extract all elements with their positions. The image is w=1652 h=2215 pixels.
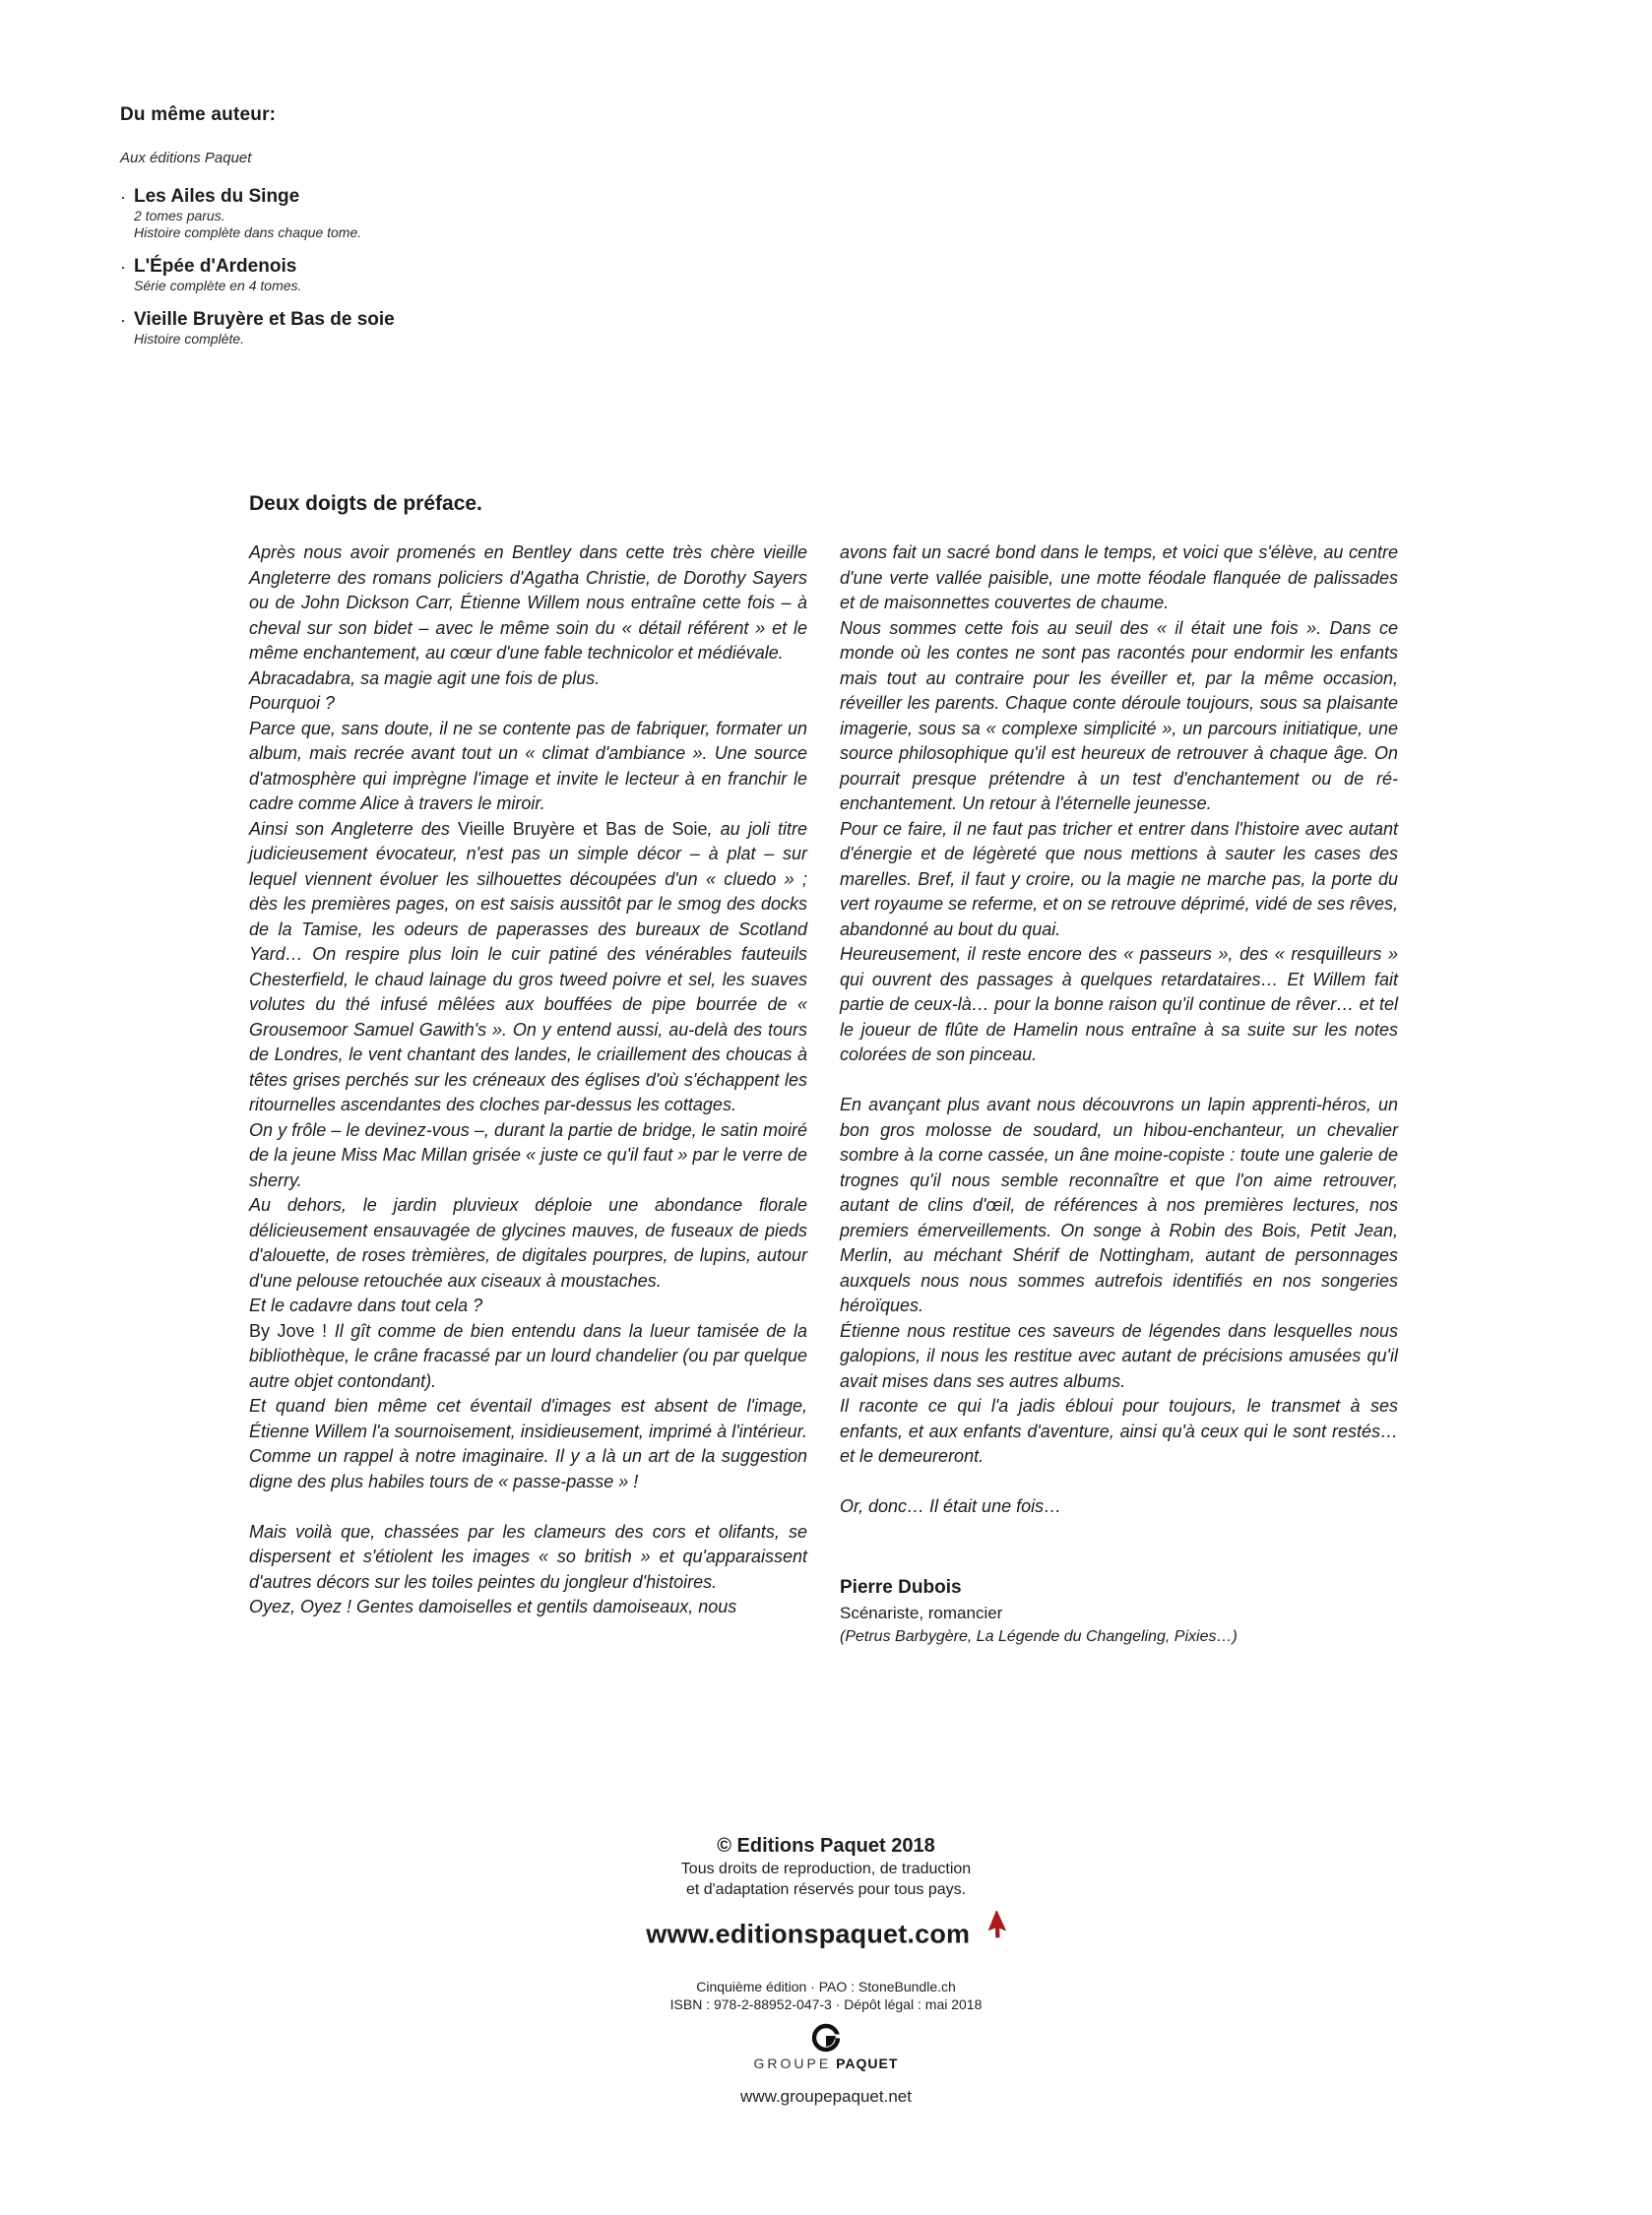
rights-line-2: et d'adaptation réservés pour tous pays. [685, 1881, 967, 1898]
book-title: Les Ailes du Singe [134, 186, 300, 207]
preface-paragraph: avons fait un sacré bond dans le temps, et voici que s'élève, au centre d'une verte vallée paisible, une motte féodale flanquée de palissades et de maisonnettes couvertes de chaume. [840, 542, 1398, 612]
book-note: 2 tomes parus. [134, 208, 225, 223]
book-title: L'Épée d'Ardenois [134, 256, 297, 277]
preface-paragraph: Abracadabra, sa magie agit une fois de plus. [249, 667, 601, 688]
preface-paragraph: By Jove ! Il gît comme de bien entendu dans la lueur tamisée de la bibliothèque, le crâne fracassé par un lourd chandelier (ou par quelque autre objet contondant). [249, 1320, 808, 1391]
red-cursor-icon [979, 1911, 1006, 1946]
book-title: Vieille Bruyère et Bas de soie [134, 309, 395, 330]
preface-paragraph: Étienne nous restitue ces saveurs de légendes dans lesquelles nous galopions, il nous les restitue avec autant de précisions amusées qu'il avait mises dans ses autres albums. [840, 1320, 1398, 1391]
author-name: Pierre Dubois [840, 1576, 962, 1598]
preface-paragraph: Au dehors, le jardin pluvieux déploie une abondance florale délicieusement ensauvagée de glycines mauves, de fuseaux de pieds d'alouette, de roses trèmières, de digitales pourpres, de lupins, autour d'une pelouse retouchée aux ciseaux à moustaches. [249, 1195, 807, 1291]
publisher-website-link[interactable]: www.editionspaquet.com [646, 1919, 971, 1949]
preface-paragraph: En avançant plus avant nous découvrons un lapin apprenti-héros, un bon gros molosse de soudard, un hibou-enchanteur, un chevalier sombre à la corne cassée, un âne moine-copiste : toute une galerie de trognes qu'il nous semble reconnaître et que l'on aime retrouver, autant de clins d'œil, de références à nos premières lectures, nos premiers émerveillements. On songe à Robin des Bois, Petit Jean, Merlin, au méchant Shérif de Nottingham, autant de personnages auxquels nous nous sommes autrefois identifiés en nos songeries héroïques. [840, 1095, 1398, 1315]
copyright-line: © Editions Paquet 2018 [717, 1835, 935, 1857]
preface-paragraph: Oyez, Oyez ! Gentes damoiselles et gentils damoiseaux, nous [249, 1597, 737, 1616]
preface-right-column [840, 540, 1398, 1649]
book-note: Série complète en 4 tomes. [134, 278, 302, 293]
bullet-icon: · [120, 310, 126, 330]
preface-paragraph: On y frôle – le devinez-vous –, durant la partie de bridge, le satin moiré de la jeune Miss Mac Millan grisée « juste ce qu'il faut » par le verre de sherry. [249, 1119, 807, 1190]
paquet-g-logo-icon [810, 2022, 842, 2054]
groupe-paquet-wordmark: GROUPE PAQUET [753, 2056, 899, 2071]
bullet-icon: · [120, 187, 126, 207]
preface-paragraph: Nous sommes cette fois au seuil des « il était une fois ». Dans ce monde où les contes ne sont pas racontés pour endormir les enfants mais tout au contraire pour les éveiller et, par la même occasion, réveiller les parents. Chaque conte déroule toujours, sous sa plaisante imagerie, sous sa « complexe simplicité », un parcours initiatique, une source philosophique qu'il est heureux de retrouver à chaque âge. On pourrait presque prétendre à un test d'enchantement ou de ré-enchantement. Un retour à l'éternelle jeunesse. [840, 617, 1398, 813]
list-item [120, 256, 543, 294]
edition-line: Cinquième édition · PAO : StoneBundle.ch [696, 1979, 956, 1994]
preface-right-paragraphs [840, 540, 1398, 1520]
list-item [120, 309, 543, 348]
book-note: Histoire complète dans chaque tome. [134, 224, 362, 240]
preface-paragraph: Pourquoi ? [249, 693, 336, 713]
rights-line-1: Tous droits de reproduction, de traduction [680, 1861, 972, 1877]
signature-block [840, 1575, 1398, 1649]
group-website-link[interactable]: www.groupepaquet.net [740, 2087, 912, 2106]
author-block [120, 104, 543, 362]
author-credits: (Petrus Barbygère, La Légende du Changeling, Pixies…) [840, 1627, 1238, 1645]
book-list [120, 186, 543, 348]
preface-paragraph: Or, donc… Il était une fois… [840, 1496, 1062, 1516]
preface-paragraph: Et quand bien même cet éventail d'images est absent de l'image, Étienne Willem l'a sournoisement, insidieusement, imprimé à l'intérieur. Comme un rappel à notre imaginaire. Il y a là un art de la suggestion digne des plus habiles tours de « passe-passe » ! [249, 1396, 807, 1491]
preface-paragraph: Pour ce faire, il ne faut pas tricher et entrer dans l'histoire avec autant d'énergie et de légèreté que nous mettions à sauter les cases des marelles. Bref, il faut y croire, ou la magie ne marche pas, la porte du vert royaume se referme, et on se retrouve déprimé, vidé de ses rêves, abandonné au bout du quai. [840, 818, 1398, 939]
colophon [0, 1833, 1652, 2107]
preface-paragraph: Mais voilà que, chassées par les clameurs des cors et olifants, se dispersent et s'étiolent les images « so british » et qu'apparaissent d'autres décors sur les toiles peintes du jongleur d'histoires. [249, 1521, 807, 1592]
preface-paragraph: Il raconte ce qui l'a jadis ébloui pour toujours, le transmet à ses enfants, et aux enfants d'aventure, ainsi qu'à ceux qui le sont restés… et le demeureront. [840, 1396, 1398, 1466]
preface-paragraph: Heureusement, il reste encore des « passeurs », des « resquilleurs » qui ouvrent des passages à quelques retardataires… Et Willem fait partie de ceux-là… pour la bonne raison qu'il continue de rêver… et tel le joueur de flûte de Hamelin nous entraîne à sa suite sur les notes colorées de son pinceau. [840, 944, 1398, 1064]
author-block-heading: Du même auteur: [120, 104, 277, 125]
isbn-line: ISBN : 978-2-88952-047-3 · Dépôt légal : mai 2018 [669, 1996, 983, 2012]
preface-paragraph: Après nous avoir promenés en Bentley dans cette très chère vieille Angleterre des romans policiers d'Agatha Christie, de Dorothy Sayers ou de John Dickson Carr, Étienne Willem nous entraîne cette fois – à cheval sur son bidet – avec le même soin du « détail référent » et le même enchantement, au cœur d'une fable technicolor et médiévale. [249, 542, 807, 663]
preface-paragraph: Parce que, sans doute, il ne se contente pas de fabriquer, formater un album, mais recrée avant tout un « climat d'ambiance ». Une source d'atmosphère qui imprègne l'image et invite le lecteur à en franchir le cadre comme Alice à travers le miroir. [249, 718, 807, 813]
preface-paragraph: Ainsi son Angleterre des Vieille Bruyère et Bas de Soie, au joli titre judicieusement évocateur, n'est pas un simple décor – à plat – sur lequel viennent évoluer les silhouettes découpées d'un « cluedo » ; dès les premières pages, on est saisis aussitôt par le smog des docks de la Tamise, les odeurs de paperasses des bureaux de Scotland Yard… On respire plus loin le cuir patiné des vénérables fauteuils Chesterfield, le chaud lainage du gros tweed poivre et sel, les suaves volutes du thé infusé mêlées aux bouffées de pipe bourrée de « Grousemoor Samuel Gawith's ». On y entend aussi, au-delà des tours de Londres, le vent chantant des landes, le criaillement des choucas à têtes grises perchés sur les créneaux des églises d'où s'échappent les ritournelles ascendantes des cloches par-dessus les cottages. [249, 818, 807, 1114]
list-item [120, 186, 543, 241]
imprint-note: Aux éditions Paquet [120, 150, 252, 166]
groupe-paquet-logo [0, 2022, 1652, 2071]
preface-paragraph: Et le cadavre dans tout cela ? [249, 1296, 483, 1315]
page-title: Deux doigts de préface. [249, 492, 482, 515]
bullet-icon: · [120, 257, 126, 277]
publisher-website-row [0, 1917, 1652, 1956]
preface-left-column [249, 540, 807, 1620]
author-role: Scénariste, romancier [840, 1603, 1003, 1622]
book-note: Histoire complète. [134, 331, 245, 347]
